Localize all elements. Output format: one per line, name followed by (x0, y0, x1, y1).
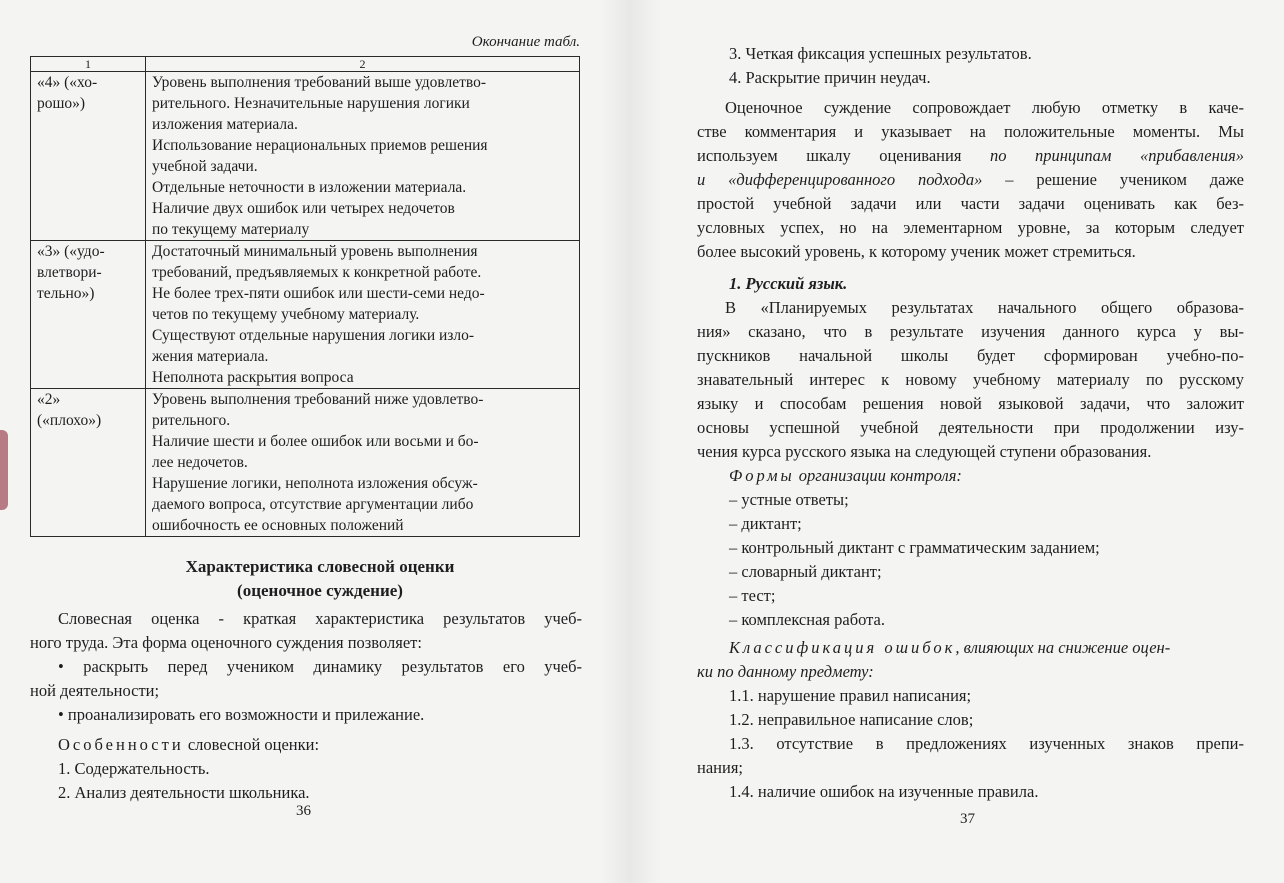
desc-line: требований, предъявляемых к конкретной работе. (152, 264, 482, 281)
classification-heading-rest: , влияющих на снижение оцен- (955, 638, 1171, 657)
desc-line: Достаточный минимальный уровень выполнения (152, 243, 478, 260)
grade-line: «3» («удо- (37, 243, 105, 260)
desc-line: изложения материала. (152, 116, 298, 133)
page-number-right: 37 (960, 811, 975, 827)
text-run: – решение учеником даже (982, 170, 1244, 189)
grade-cell (31, 241, 146, 389)
grade-line: рошо») (37, 95, 86, 112)
text-line: ного труда. Эта форма оценочного суждения позволяет: (30, 633, 422, 652)
page-edge-tab (0, 430, 8, 510)
section-title-line: Характеристика словесной оценки (185, 557, 455, 576)
right-body-text (697, 42, 1244, 804)
forms-heading-rest: организации контроля: (794, 466, 962, 485)
book-spine-shadow (600, 0, 660, 883)
desc-line: учебной задачи. (152, 158, 258, 175)
left-body-text (30, 607, 582, 805)
text-line: языку и способам решения новой языковой задачи, что заложит (697, 394, 1244, 413)
table-header-col-1: 1 (31, 57, 146, 72)
list-item: – контрольный диктант с грамматическим заданием; (729, 538, 1100, 557)
grade-line: «4» («хо- (37, 74, 98, 91)
text-line: пускников начальной школы будет сформирован учебно-по- (697, 346, 1244, 365)
grade-cell (31, 72, 146, 241)
table-row (31, 389, 580, 537)
list-item: 1.2. неправильное написание слов; (729, 710, 974, 729)
desc-line: четов по текущему учебному материалу. (152, 306, 420, 323)
grade-line: влетвори- (37, 264, 102, 281)
text-run: используем шкалу оценивания (697, 146, 990, 165)
desc-line: рительного. Незначительные нарушения логики (152, 95, 470, 112)
text-line: чения курса русского языка на следующей ступени образования. (697, 442, 1152, 461)
list-item: – диктант; (729, 514, 802, 533)
desc-line: ошибочность ее основных положений (152, 517, 404, 534)
desc-line: Существуют отдельные нарушения логики изло- (152, 327, 475, 344)
text-line: знавательный интерес к новому учебному материалу по русскому (697, 370, 1244, 389)
text-line: основы успешной учебной деятельности при продолжении изу- (697, 418, 1244, 437)
desc-line: Не более трех-пяти ошибок или шести-семи недо- (152, 285, 485, 302)
list-item: – комплексная работа. (729, 610, 885, 629)
grade-line: («плохо») (37, 412, 102, 429)
description-cell (146, 241, 580, 389)
list-item: 4. Раскрытие причин неудач. (729, 68, 931, 87)
text-run-italic: по принципам «прибавления» (989, 146, 1244, 165)
desc-line: Отдельные неточности в изложении материала. (152, 179, 467, 196)
text-line: более высокий уровень, к которому ученик может стремиться. (697, 242, 1136, 261)
text-line: стве комментария и указывает на положительные моменты. Мы (697, 122, 1244, 141)
features-heading-rest: словесной оценки: (183, 735, 320, 754)
list-item: 1.3. отсутствие в предложениях изученных знаков препи- (729, 734, 1244, 753)
desc-line: по текущему материалу (152, 221, 310, 238)
list-item: – словарный диктант; (729, 562, 882, 581)
desc-line: Неполнота раскрытия вопроса (152, 369, 354, 386)
text-run-italic: и «дифференцированного подхода» (697, 170, 983, 189)
table-caption: Окончание табл. (471, 34, 580, 50)
text-line (697, 144, 1244, 168)
forms-heading-spaced: Формы (729, 466, 795, 485)
text-line: Оценочное суждение сопровождает любую отметку в каче- (725, 98, 1244, 117)
list-item: – устные ответы; (729, 490, 849, 509)
desc-line: Использование нерациональных приемов решения (152, 137, 488, 154)
classification-heading (697, 636, 1244, 660)
list-item: 1.4. наличие ошибок на изученные правила. (729, 782, 1039, 801)
bullet-line: ной деятельности; (30, 681, 160, 700)
text-line (697, 168, 1244, 192)
text-line: Словесная оценка - краткая характеристика результатов учеб- (58, 609, 582, 628)
desc-line: даемого вопроса, отсутствие аргументации либо (152, 496, 474, 513)
section-title-line: (оценочное суждение) (237, 581, 403, 600)
classification-heading-spaced: Классификация ошибок (729, 638, 956, 657)
forms-heading (697, 464, 1244, 488)
desc-line: Наличие шести и более ошибок или восьми и бо- (152, 433, 479, 450)
subsection-title: 1. Русский язык. (729, 274, 848, 293)
table-row (31, 72, 580, 241)
list-item: 1.1. нарушение правил написания; (729, 686, 972, 705)
features-heading (30, 733, 582, 757)
section-title (30, 555, 610, 603)
desc-line: Уровень выполнения требований ниже удовлетво- (152, 391, 484, 408)
text-line: ния» сказано, что в результате изучения данного курса у вы- (697, 322, 1244, 341)
desc-line: жения материала. (152, 348, 269, 365)
desc-line: Нарушение логики, неполнота изложения обсуж- (152, 475, 478, 492)
grade-line: «2» (37, 391, 61, 408)
text-line: простой учебной задачи или части задачи оценивать как без- (697, 194, 1244, 213)
list-item: – тест; (729, 586, 776, 605)
desc-line: лее недочетов. (152, 454, 248, 471)
table-header-row (31, 57, 580, 72)
bullet-line: • проанализировать его возможности и прилежание. (58, 705, 425, 724)
classification-heading-line2: ки по данному предмету: (697, 662, 874, 681)
grading-table (30, 56, 580, 537)
text-line: условных успех, но на элементарном уровне, за которым следует (697, 218, 1244, 237)
list-item: 2. Анализ деятельности школьника. (58, 783, 310, 802)
list-item-continuation: нания; (697, 758, 743, 777)
description-cell (146, 72, 580, 241)
desc-line: Наличие двух ошибок или четырех недочетов (152, 200, 455, 217)
list-item: 3. Четкая фиксация успешных результатов. (729, 44, 1032, 63)
grade-cell (31, 389, 146, 537)
desc-line: рительного. (152, 412, 231, 429)
grade-line: тельно») (37, 285, 95, 302)
bullet-line: • раскрыть перед учеником динамику результатов его учеб- (58, 657, 582, 676)
table-row (31, 241, 580, 389)
text-line: В «Планируемых результатах начального общего образова- (725, 298, 1244, 317)
desc-line: Уровень выполнения требований выше удовлетво- (152, 74, 486, 91)
features-heading-spaced: Особенности (58, 735, 184, 754)
page-number-left: 36 (296, 803, 311, 819)
table-header-col-2: 2 (146, 57, 580, 72)
description-cell (146, 389, 580, 537)
list-item: 1. Содержательность. (58, 759, 210, 778)
